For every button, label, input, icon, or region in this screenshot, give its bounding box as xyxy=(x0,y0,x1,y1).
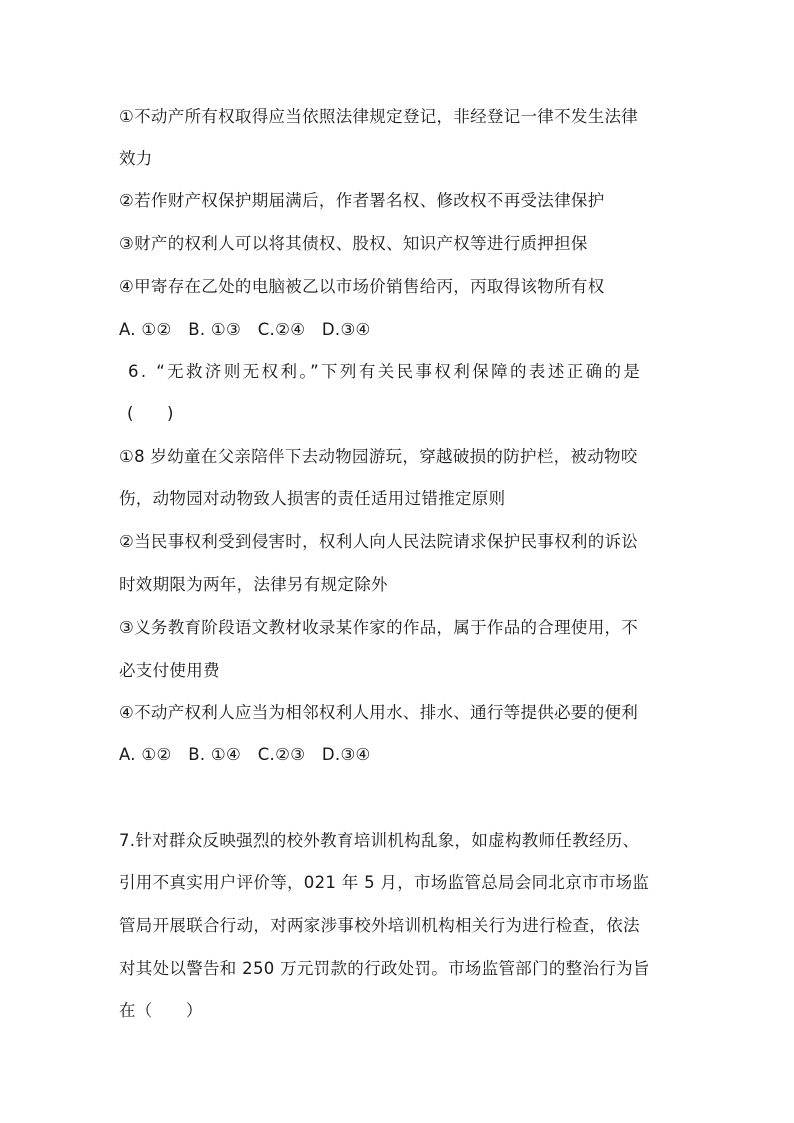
q6-item-1-line-1: ①8 岁幼童在父亲陪伴下去动物园游玩，穿越破损的防护栏，被动物咬 xyxy=(119,447,638,466)
q5-item-2: ②若作财产权保护期届满后，作者署名权、修改权不再受法律保护 xyxy=(119,191,605,210)
q6-item-3-line-1: ③义务教育阶段语文教材收录某作家的作品，属于作品的合理使用，不 xyxy=(119,618,639,637)
q6-item-3-line-2: 必支付使用费 xyxy=(119,661,220,680)
q7-stem-line-5: 在（ ） xyxy=(119,1001,203,1020)
q6-item-2-line-1: ②当民事权利受到侵害时，权利人向人民法院请求保护民事权利的诉讼 xyxy=(119,532,639,551)
q7-stem-line-2: 引用不真实用户评价等，021 年 5 月，市场监管总局会同北京市市场监 xyxy=(119,873,650,892)
q5-item-1-line-2: 效力 xyxy=(119,149,153,168)
q6-options: A. ①② B. ①④ C.②③ D.③④ xyxy=(119,745,371,764)
q5-item-4: ④甲寄存在乙处的电脑被乙以市场价销售给丙，丙取得该物所有权 xyxy=(119,277,605,296)
q7-stem-line-4: 对其处以警告和 250 万元罚款的行政处罚。市场监管部门的整治行为旨 xyxy=(119,959,650,978)
q6-item-1-line-2: 伤，动物园对动物致人损害的责任适用过错推定原则 xyxy=(119,489,506,508)
q6-item-4: ④不动产权利人应当为相邻权利人用水、排水、通行等提供必要的便利 xyxy=(119,703,639,722)
q5-item-3: ③财产的权利人可以将其债权、股权、知识产权等进行质押担保 xyxy=(119,234,588,253)
q6-answer-blank: ( ) xyxy=(127,404,174,423)
q5-options: A. ①② B. ①③ C.②④ D.③④ xyxy=(119,320,371,339)
q6-stem: 6. “无救济则无权利。”下列有关民事权利保障的表述正确的是 xyxy=(128,362,643,381)
q5-item-1-line-1: ①不动产所有权取得应当依照法律规定登记，非经登记一律不发生法律 xyxy=(119,107,639,126)
q7-stem-line-1: 7.针对群众反映强烈的校外教育培训机构乱象，如虚构教师任教经历、 xyxy=(119,831,640,850)
q7-stem-line-3: 管局开展联合行动，对两家涉事校外培训机构相关行为进行检查，依法 xyxy=(119,916,640,935)
q6-item-2-line-2: 时效期限为两年，法律另有规定除外 xyxy=(119,575,388,594)
